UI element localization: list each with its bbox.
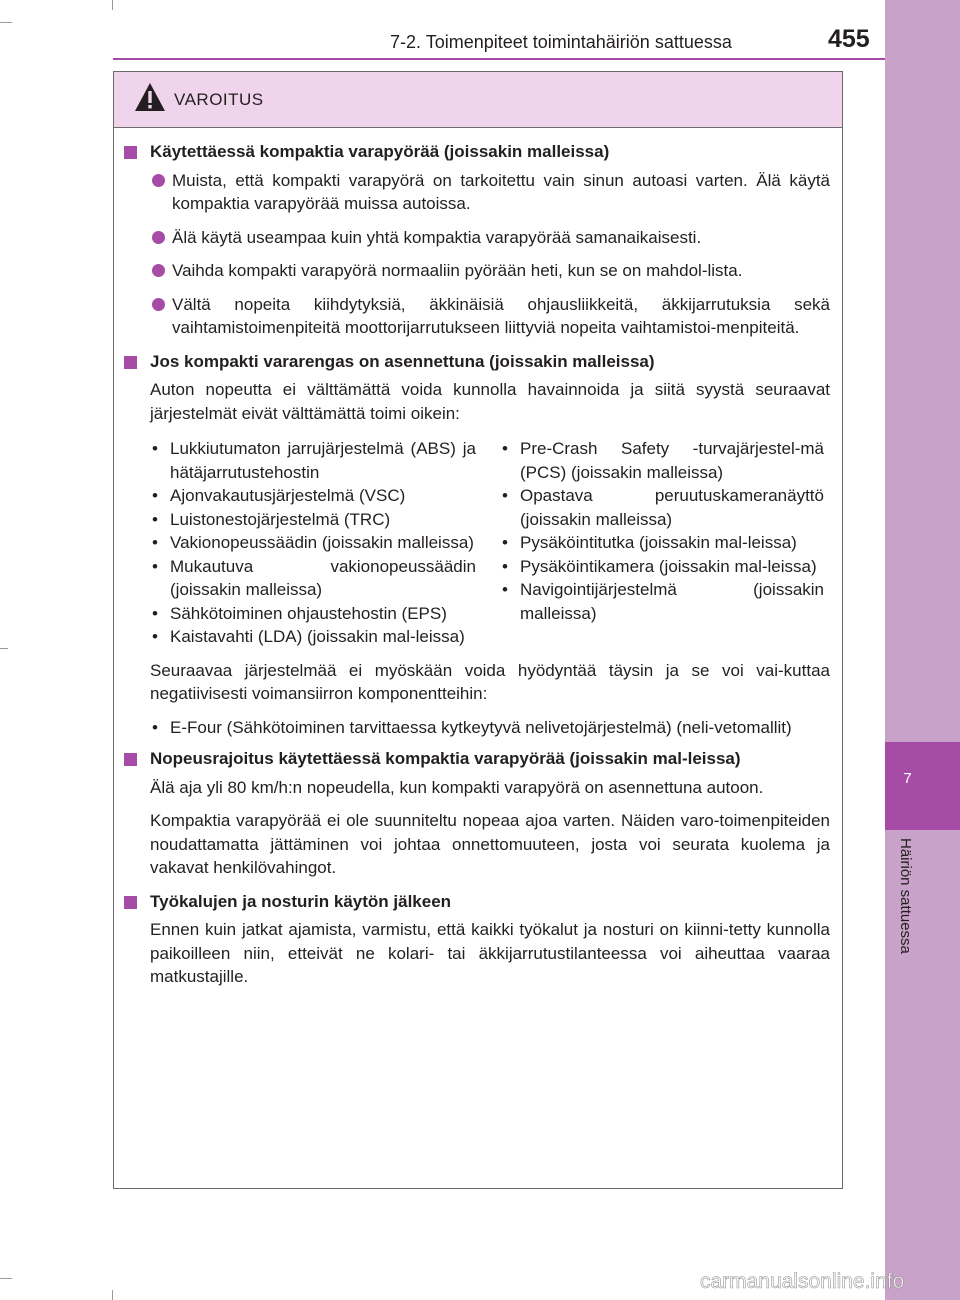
list-item-text: Navigointijärjestelmä (joissakin malleissa) bbox=[520, 580, 824, 623]
system-list-columns bbox=[124, 437, 830, 649]
warning-content bbox=[124, 140, 830, 999]
list-item-text: Kaistavahti (LDA) (joissakin mal-leissa) bbox=[170, 627, 465, 646]
list-item-text: Lukkiutumaton jarrujärjestelmä (ABS) ja hätäjarrutustehostin bbox=[170, 439, 476, 482]
paragraph: Kompaktia varapyörää ei ole suunniteltu nopeaa ajoa varten. Näiden varo-toimenpiteiden noudattamatta jättäminen voi johtaa onnettomuuteen, josta voi seurata kuolema ja vakavat henkilövahingot. bbox=[150, 811, 830, 877]
bullet-dot-icon: • bbox=[502, 486, 508, 505]
section-heading bbox=[124, 350, 830, 374]
heading-text: Työkalujen ja nosturin käytön jälkeen bbox=[150, 891, 452, 911]
paragraph: Seuraavaa järjestelmää ei myöskään voida hyödyntää täysin ja se voi vai-kuttaa negatiivisesti voimansiirron komponentteihin: bbox=[150, 660, 830, 703]
list-item bbox=[150, 625, 476, 649]
watermark-logo bbox=[700, 1262, 930, 1298]
header-rule bbox=[113, 58, 885, 60]
bullet-dot-icon: • bbox=[152, 627, 158, 646]
bullet-dot-icon: • bbox=[502, 556, 508, 576]
list-item-text: Pre-Crash Safety -turvajärjestel-mä (PCS) (joissakin malleissa) bbox=[520, 439, 824, 482]
crop-mark bbox=[0, 22, 12, 23]
bullet-item bbox=[124, 259, 830, 283]
list-item-text: Pysäköintikamera (joissakin mal-leissa) bbox=[520, 556, 817, 576]
list-item-text: E-Four (Sähkötoiminen tarvittaessa kytkeytyvä nelivetojärjestelmä) (neli-vetomallit) bbox=[170, 717, 792, 737]
chapter-number: 7 bbox=[903, 770, 912, 787]
square-bullet-icon bbox=[124, 753, 137, 766]
bullet-dot-icon: • bbox=[502, 439, 508, 458]
list-item-text: Opastava peruutuskameranäyttö (joissakin malleissa) bbox=[520, 486, 824, 529]
list-item bbox=[500, 531, 824, 555]
circle-bullet-icon bbox=[152, 298, 165, 311]
bullet-text: Muista, että kompakti varapyörä on tarkoitettu vain sinun autoasi varten. Älä käytä kompaktia varapyörää muissa autoissa. bbox=[172, 170, 830, 213]
bullet-item bbox=[124, 226, 830, 250]
circle-bullet-icon bbox=[152, 231, 165, 244]
bullet-dot-icon: • bbox=[152, 533, 158, 552]
bullet-dot-icon: • bbox=[152, 509, 158, 529]
bullet-dot-icon: • bbox=[152, 603, 158, 623]
list-item bbox=[150, 437, 476, 484]
page-number: 455 bbox=[828, 25, 870, 53]
list-item bbox=[150, 555, 476, 602]
heading-text: Käytettäessä kompaktia varapyörää (joissakin malleissa) bbox=[150, 142, 610, 161]
crop-mark bbox=[0, 648, 8, 649]
list-item-text: Ajonvakautusjärjestelmä (VSC) bbox=[170, 486, 406, 505]
bullet-dot-icon: • bbox=[502, 533, 508, 552]
warning-triangle-icon bbox=[134, 82, 166, 112]
bullet-dot-icon: • bbox=[152, 717, 158, 737]
bullet-item bbox=[124, 293, 830, 340]
list-item bbox=[150, 602, 476, 626]
list-item bbox=[500, 437, 824, 484]
watermark-text: carmanualsonline.info bbox=[700, 1270, 905, 1293]
system-list-left bbox=[150, 437, 476, 649]
list-item bbox=[500, 484, 824, 531]
list-item bbox=[150, 531, 476, 555]
chapter-label: Häiriön sattuessa bbox=[897, 838, 914, 954]
bullet-dot-icon: • bbox=[152, 556, 158, 576]
bullet-dot-icon: • bbox=[502, 580, 508, 599]
list-item bbox=[150, 484, 476, 508]
circle-bullet-icon bbox=[152, 264, 165, 277]
system-list-right bbox=[500, 437, 824, 649]
list-item bbox=[500, 578, 824, 625]
section-heading bbox=[124, 140, 830, 164]
warning-box bbox=[113, 71, 843, 1189]
list-item-text: Vakionopeussäädin (joissakin malleissa) bbox=[170, 533, 474, 552]
bullet-text: Älä käytä useampaa kuin yhtä kompaktia varapyörää samanaikaisesti. bbox=[172, 227, 702, 247]
section-heading bbox=[124, 890, 830, 914]
circle-bullet-icon bbox=[152, 174, 165, 187]
heading-text: Jos kompakti vararengas on asennettuna (joissakin malleissa) bbox=[150, 351, 655, 371]
list-item-text: Sähkötoiminen ohjaustehostin (EPS) bbox=[170, 603, 447, 623]
list-item bbox=[124, 716, 830, 740]
section-title: 7-2. Toimenpiteet toimintahäiriön sattuessa bbox=[390, 32, 732, 52]
list-item bbox=[150, 508, 476, 532]
paragraph: Ennen kuin jatkat ajamista, varmistu, että kaikki työkalut ja nosturi on kiinni-tetty kunnolla paikoilleen niin, etteivät ne kolari- tai äkkijarrutustilanteessa voi aiheuttaa vaaraa matkustajille. bbox=[150, 920, 830, 986]
crop-mark bbox=[112, 0, 113, 10]
square-bullet-icon bbox=[124, 896, 137, 909]
crop-mark bbox=[0, 1278, 12, 1279]
square-bullet-icon bbox=[124, 356, 137, 369]
warning-header bbox=[114, 72, 842, 128]
list-item-text: Pysäköintitutka (joissakin mal-leissa) bbox=[520, 533, 797, 552]
bullet-text: Vältä nopeita kiihdytyksiä, äkkinäisiä ohjausliikkeitä, äkkijarrutuksia sekä vaihtamistoimenpiteitä moottorijarrutukseen liittyviä nopeita vaihtamistoi-menpiteitä. bbox=[172, 294, 830, 337]
bullet-item bbox=[124, 169, 830, 216]
paragraph: Auton nopeutta ei välttämättä voida kunnolla havainnoida ja siitä syystä seuraavat järjestelmät eivät välttämättä toimi oikein: bbox=[150, 380, 830, 423]
list-item bbox=[500, 555, 824, 579]
bullet-dot-icon: • bbox=[152, 439, 158, 458]
crop-mark bbox=[112, 1290, 113, 1300]
list-item-text: Luistonestojärjestelmä (TRC) bbox=[170, 509, 391, 529]
warning-title: VAROITUS bbox=[174, 90, 264, 109]
list-item-text: Mukautuva vakionopeussäädin (joissakin malleissa) bbox=[170, 556, 476, 599]
chapter-sidebar bbox=[885, 0, 960, 1300]
bullet-text: Vaihda kompakti varapyörä normaaliin pyörään heti, kun se on mahdol-lista. bbox=[172, 261, 743, 280]
section-heading bbox=[124, 747, 830, 771]
bullet-dot-icon: • bbox=[152, 486, 158, 505]
square-bullet-icon bbox=[124, 146, 137, 159]
heading-text: Nopeusrajoitus käytettäessä kompaktia varapyörää (joissakin mal-leissa) bbox=[150, 749, 741, 768]
paragraph: Älä aja yli 80 km/h:n nopeudella, kun kompakti varapyörä on asennettuna autoon. bbox=[150, 777, 764, 797]
